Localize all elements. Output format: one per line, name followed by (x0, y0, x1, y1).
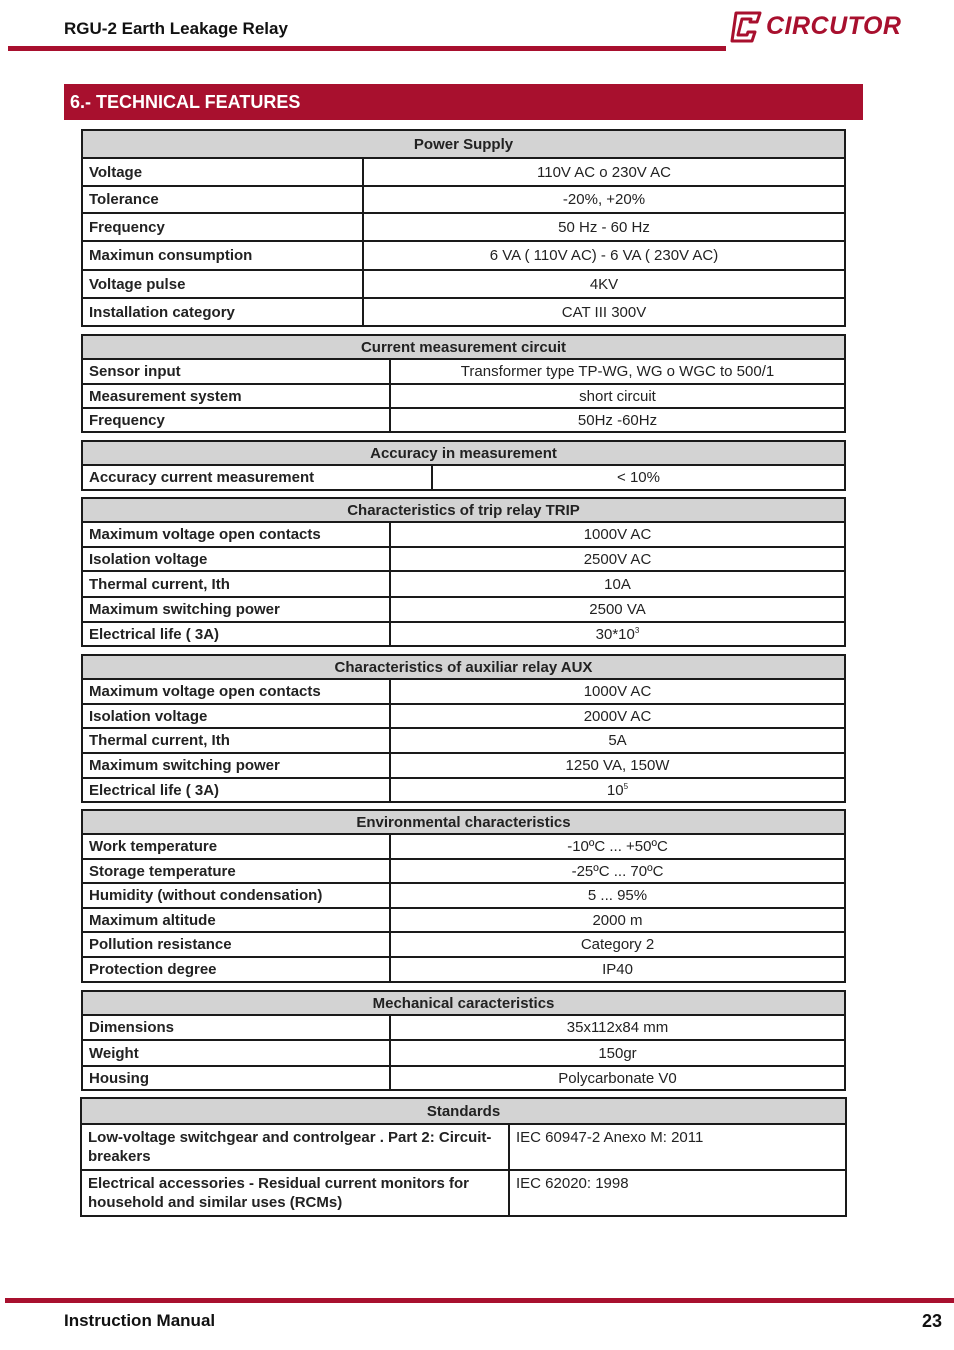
table-row: Humidity (without condensation) 5 ... 95% (82, 883, 845, 908)
table-row: Electrical life ( 3A) $30*10^3$ (82, 622, 845, 646)
document-title: RGU-2 Earth Leakage Relay (64, 19, 288, 38)
table-title: Accuracy in measurement (82, 441, 845, 465)
table-row: Maximum voltage open contacts 1000V AC (82, 522, 845, 547)
table-row: Thermal current, Ith 10A (82, 571, 845, 597)
table-row: Electrical accessories - Residual current monitors for household and similar uses (RCMs) IEC 62020: 1998 (81, 1170, 846, 1216)
brand-name: CIRCUTOR (766, 12, 902, 40)
table-title: Standards (81, 1098, 846, 1124)
table-row: Housing Polycarbonate V0 (82, 1066, 845, 1090)
table-row: Maximun consumption 6 VA ( 110V AC) - 6 VA ( 230V AC) (82, 241, 845, 270)
table-row: Maximum switching power 2500 VA (82, 597, 845, 622)
aux-relay-table (81, 654, 846, 803)
trip-relay-table (81, 497, 846, 647)
table-title: Mechanical caracteristics (82, 991, 845, 1015)
table-title: Characteristics of auxiliar relay AUX (82, 655, 845, 679)
mechanical-table (81, 990, 846, 1091)
table-row: Low-voltage switchgear and controlgear . Part 2: Circuit-breakers IEC 60947-2 Anexo M: 2011 (81, 1124, 846, 1170)
table-title: Characteristics of trip relay TRIP (82, 498, 845, 522)
table-title: Environmental characteristics (82, 810, 845, 834)
section-header (64, 84, 863, 120)
table-row: Protection degree IP40 (82, 957, 845, 982)
table-row: Measurement system short circuit (82, 384, 845, 408)
standards-table (80, 1097, 847, 1217)
table-row: Maximum voltage open contacts 1000V AC (82, 679, 845, 704)
table-row: Isolation voltage 2500V AC (82, 547, 845, 571)
table-row: Thermal current, Ith 5A (82, 728, 845, 753)
table-row: Installation category CAT III 300V (82, 298, 845, 326)
table-row: Storage temperature -25ºC ... 70ºC (82, 859, 845, 883)
table-row: Pollution resistance Category 2 (82, 932, 845, 957)
footer-label: Instruction Manual (64, 1311, 216, 1330)
table-row: Tolerance -20%, +20% (82, 186, 845, 213)
table-row: Electrical life ( 3A) $10^5$ (82, 778, 845, 802)
power-supply-table (81, 129, 846, 327)
header-rule (8, 46, 726, 51)
circutor-logo (730, 8, 908, 46)
section-title: 6.- TECHNICAL FEATURES (70, 92, 301, 112)
table-row: Frequency 50Hz -60Hz (82, 408, 845, 432)
accuracy-table (81, 440, 846, 491)
table-row: Dimensions 35x112x84 mm (82, 1015, 845, 1040)
circutor-logo-icon (730, 10, 764, 44)
table-row: Maximum altitude 2000 m (82, 908, 845, 932)
table-title: Current measurement circuit (82, 335, 845, 359)
current-measurement-table (81, 334, 846, 433)
table-row: Weight 150gr (82, 1040, 845, 1066)
table-row: Isolation voltage 2000V AC (82, 704, 845, 728)
page-number: 23 (921, 1311, 942, 1331)
footer-rule (5, 1298, 954, 1303)
table-row: Sensor input Transformer type TP-WG, WG o WGC to 500/1 (82, 359, 845, 384)
table-row: Voltage pulse 4KV (82, 270, 845, 298)
table-row: Voltage 110V AC o 230V AC (82, 158, 845, 186)
table-title: Power Supply (82, 130, 845, 158)
table-row: Accuracy current measurement < 10% (82, 465, 845, 490)
environmental-table (81, 809, 846, 983)
table-row: Work temperature -10ºC ... +50ºC (82, 834, 845, 859)
table-row: Frequency 50 Hz - 60 Hz (82, 213, 845, 241)
table-row: Maximum switching power 1250 VA, 150W (82, 753, 845, 778)
